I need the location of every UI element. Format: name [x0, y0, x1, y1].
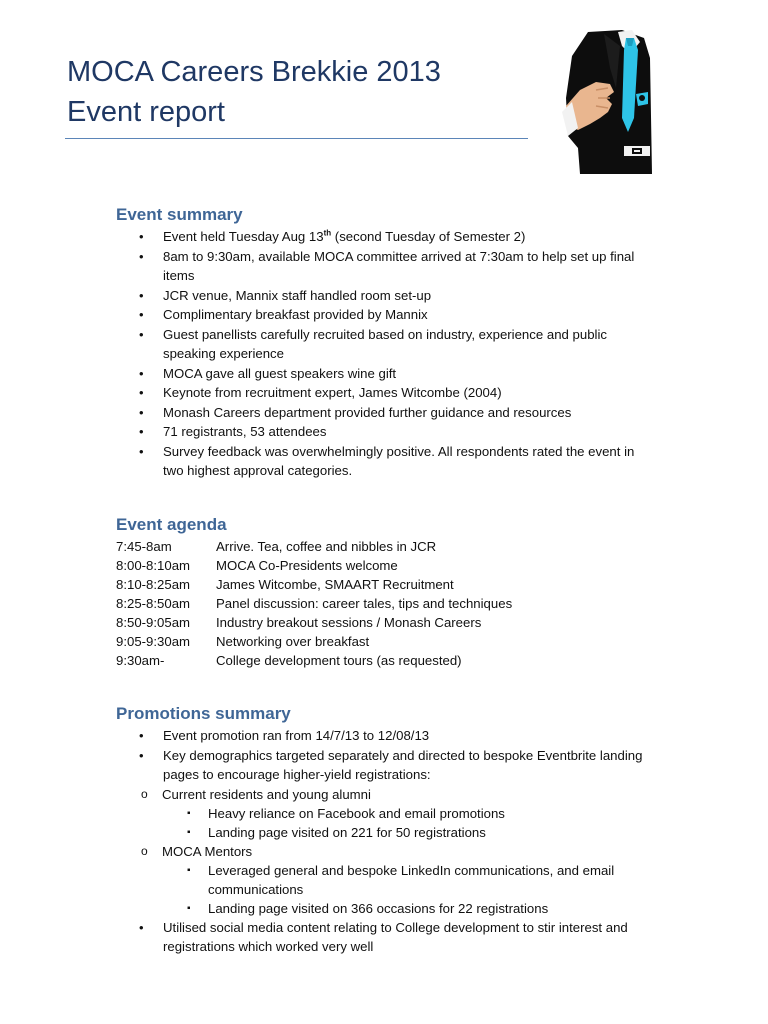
bullet-icon: • [139, 919, 144, 935]
agenda-row [116, 632, 676, 651]
agenda-time: 8:00-8:10am [116, 558, 191, 573]
event-agenda-heading: Event agenda [116, 515, 227, 534]
agenda-time: 9:30am- [116, 653, 165, 668]
list-item: • Survey feedback was overwhelmingly positive. All respondents rated the event in two highest approval categories. [139, 443, 635, 478]
bullet-icon: • [139, 424, 144, 439]
bullet-icon: • [139, 385, 144, 400]
agenda-row [116, 651, 676, 670]
list-item: ▪ Leveraged general and bespoke LinkedIn communications, and email communications [187, 862, 615, 897]
list-item: • Key demographics targeted separately and directed to bespoke Eventbrite landing pages to encourage higher-yield registrations: [139, 747, 643, 782]
list-item: • MOCA gave all guest speakers wine gift [116, 364, 653, 384]
agenda-description: MOCA Co-Presidents welcome [216, 558, 398, 573]
list-item: • Event promotion ran from 14/7/13 to 12/08/13 [116, 726, 653, 746]
list-item: • Event held Tuesday Aug 13th (second Tuesday of Semester 2) [116, 227, 653, 247]
event-summary-list [116, 227, 676, 481]
audience-groups [116, 785, 676, 804]
bullet-icon: • [139, 747, 144, 763]
agenda-description: Networking over breakfast [216, 634, 370, 649]
list-item: o MOCA Mentors [141, 843, 253, 859]
list-item: • 71 registrants, 53 attendees [116, 422, 653, 442]
document-title [67, 52, 441, 132]
bullet-icon: • [139, 248, 144, 264]
list-item: • Utilised social media content relating to College development to stir interest and registrations which worked very well [139, 919, 628, 954]
square-bullet-icon: ▪ [187, 807, 191, 819]
agenda-table [116, 537, 676, 670]
title-line-1: MOCA Careers Brekkie 2013 [67, 56, 441, 88]
agenda-row [116, 594, 676, 613]
promotions-list [116, 726, 676, 785]
event-agenda-section [116, 515, 676, 670]
event-summary-section [116, 205, 676, 481]
bullet-icon: • [139, 229, 144, 244]
bullet-icon: • [139, 326, 144, 342]
agenda-description: James Witcombe, SMAART Recruitment [216, 577, 454, 592]
promotions-summary-section [116, 704, 676, 957]
square-bullet-icon: ▪ [187, 826, 191, 838]
list-item: • Keynote from recruitment expert, James Witcombe (2004) [116, 383, 653, 403]
bullet-icon: • [139, 365, 144, 381]
agenda-time: 7:45-8am [116, 539, 172, 554]
list-item: • Guest panellists carefully recruited based on industry, experience and public speaking experience [139, 326, 607, 361]
bullet-icon: • [139, 443, 144, 459]
square-bullet-icon: ▪ [187, 902, 191, 914]
list-item: • Complimentary breakfast provided by Mannix [116, 305, 653, 325]
audience-groups [116, 842, 676, 861]
list-item: • 8am to 9:30am, available MOCA committee arrived at 7:30am to help set up final items [139, 248, 635, 283]
audience-group-points [116, 861, 676, 918]
circle-bullet-icon: o [141, 843, 148, 858]
circle-bullet-icon: o [141, 786, 148, 801]
businessman-handshake-icon [560, 28, 652, 174]
audience-group-points [116, 804, 676, 842]
list-item: ▪ Landing page visited on 221 for 50 registrations [187, 824, 486, 840]
agenda-time: 8:25-8:50am [116, 596, 191, 611]
agenda-row [116, 575, 676, 594]
promotions-list [116, 918, 676, 957]
list-item: o Current residents and young alumni [141, 786, 371, 802]
agenda-row [116, 537, 676, 556]
agenda-time: 9:05-9:30am [116, 634, 191, 649]
bullet-icon: • [139, 307, 144, 322]
list-item: • JCR venue, Mannix staff handled room set-up [116, 286, 653, 306]
list-item: • Monash Careers department provided further guidance and resources [116, 403, 653, 423]
square-bullet-icon: ▪ [187, 864, 191, 876]
agenda-row [116, 556, 676, 575]
bullet-icon: • [139, 287, 144, 303]
title-line-2: Event report [67, 96, 225, 128]
promotions-summary-heading: Promotions summary [116, 704, 291, 723]
bullet-icon: • [139, 728, 144, 743]
agenda-description: Industry breakout sessions / Monash Careers [216, 615, 482, 630]
bullet-icon: • [139, 404, 144, 420]
agenda-description: Panel discussion: career tales, tips and techniques [216, 596, 513, 611]
agenda-description: Arrive. Tea, coffee and nibbles in JCR [216, 539, 437, 554]
agenda-row [116, 613, 676, 632]
event-summary-heading: Event summary [116, 205, 243, 224]
agenda-time: 8:10-8:25am [116, 577, 191, 592]
list-item: ▪ Heavy reliance on Facebook and email promotions [187, 805, 505, 821]
list-item: ▪ Landing page visited on 366 occasions for 22 registrations [187, 900, 549, 916]
agenda-description: College development tours (as requested) [216, 653, 462, 668]
agenda-time: 8:50-9:05am [116, 615, 191, 630]
title-divider [65, 138, 528, 139]
